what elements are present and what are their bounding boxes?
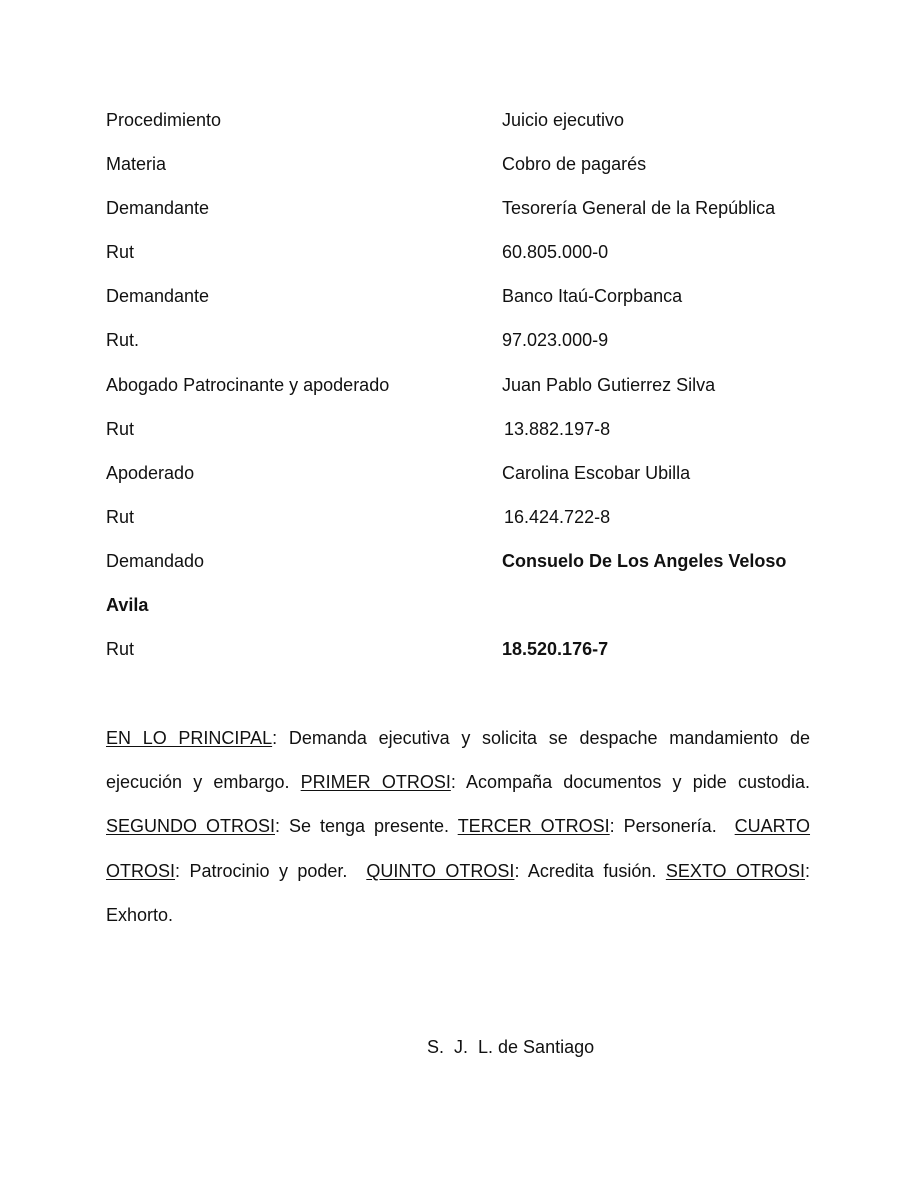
caption-label: Rut bbox=[106, 506, 135, 527]
caption-row-rut-2 bbox=[106, 318, 810, 362]
caption-value: 18.520.176-7 bbox=[502, 639, 609, 660]
caption-value: Carolina Escobar Ubilla bbox=[502, 462, 691, 483]
caption-label: Rut bbox=[106, 242, 135, 263]
caption-row-demandado-continued bbox=[106, 583, 810, 627]
filing-summary bbox=[106, 716, 810, 937]
caption-row-procedimiento bbox=[106, 98, 810, 142]
caption-value: 60.805.000-0 bbox=[502, 242, 609, 263]
otrosi-4-heading: CUARTO OTROSI bbox=[106, 816, 811, 881]
caption-value: 13.882.197-8 bbox=[504, 418, 611, 439]
caption-label: Procedimiento bbox=[106, 110, 222, 130]
otrosi-1-text: : Acompaña documentos y pide custodia. bbox=[450, 772, 810, 793]
otrosi-3-text: : Personería. bbox=[609, 816, 735, 837]
otrosi-6-text: : Exhorto. bbox=[106, 860, 810, 925]
caption-label: Materia bbox=[106, 154, 167, 175]
caption-value: 16.424.722-8 bbox=[504, 506, 611, 527]
caption-label: Avila bbox=[106, 595, 149, 616]
otrosi-2-heading: SEGUNDO OTROSI bbox=[106, 816, 275, 837]
caption-row-rut-3 bbox=[106, 407, 810, 451]
otrosi-2-text: : Se tenga presente. bbox=[275, 816, 458, 837]
caption-row-demandado bbox=[106, 539, 810, 583]
otrosi-3-heading: TERCER OTROSI bbox=[457, 816, 610, 837]
caption-value: Juicio ejecutivo bbox=[502, 110, 625, 130]
otrosi-6-heading: SEXTO OTROSI bbox=[665, 860, 805, 881]
caption-label: Rut bbox=[106, 418, 135, 439]
caption-value: 97.023.000-9 bbox=[502, 330, 609, 351]
caption-row-materia bbox=[106, 142, 810, 186]
caption-label: Abogado Patrocinante y apoderado bbox=[106, 374, 390, 395]
caption-value: Cobro de pagarés bbox=[502, 154, 647, 175]
caption-row-rut-demandado bbox=[106, 627, 810, 671]
caption-label: Demandado bbox=[106, 550, 205, 571]
otrosi-5-text: : Acredita fusión. bbox=[514, 860, 666, 881]
caption-label: Apoderado bbox=[106, 462, 195, 483]
caption-value: Juan Pablo Gutierrez Silva bbox=[502, 374, 716, 395]
caption-row-rut-4 bbox=[106, 495, 810, 539]
caption-label: Demandante bbox=[106, 286, 210, 307]
caption-row-abogado bbox=[106, 363, 810, 407]
caption-row-demandante-2 bbox=[106, 274, 810, 318]
caption-row-apoderado bbox=[106, 451, 810, 495]
caption-label: Demandante bbox=[106, 198, 210, 219]
caption-row-demandante-1 bbox=[106, 186, 810, 230]
principal-heading: EN LO PRINCIPAL bbox=[106, 728, 273, 748]
court-address: S. J. L. de Santiago bbox=[427, 1037, 595, 1057]
caption-value: Banco Itaú-Corpbanca bbox=[502, 286, 683, 307]
otrosi-4-text: : Patrocinio y poder. bbox=[175, 860, 367, 881]
caption-label: Rut. bbox=[106, 330, 140, 351]
caption-label: Rut bbox=[106, 639, 135, 660]
case-caption bbox=[106, 98, 810, 671]
caption-row-rut-1 bbox=[106, 230, 810, 274]
otrosi-5-heading: QUINTO OTROSI bbox=[366, 860, 515, 881]
caption-value: Tesorería General de la República bbox=[502, 198, 776, 219]
otrosi-1-heading: PRIMER OTROSI bbox=[300, 772, 451, 793]
principal-text: : Demanda ejecutiva y solicita se despache mandamiento de ejecución y embargo. bbox=[106, 728, 811, 793]
caption-value: Consuelo De Los Angeles Veloso bbox=[502, 550, 787, 571]
